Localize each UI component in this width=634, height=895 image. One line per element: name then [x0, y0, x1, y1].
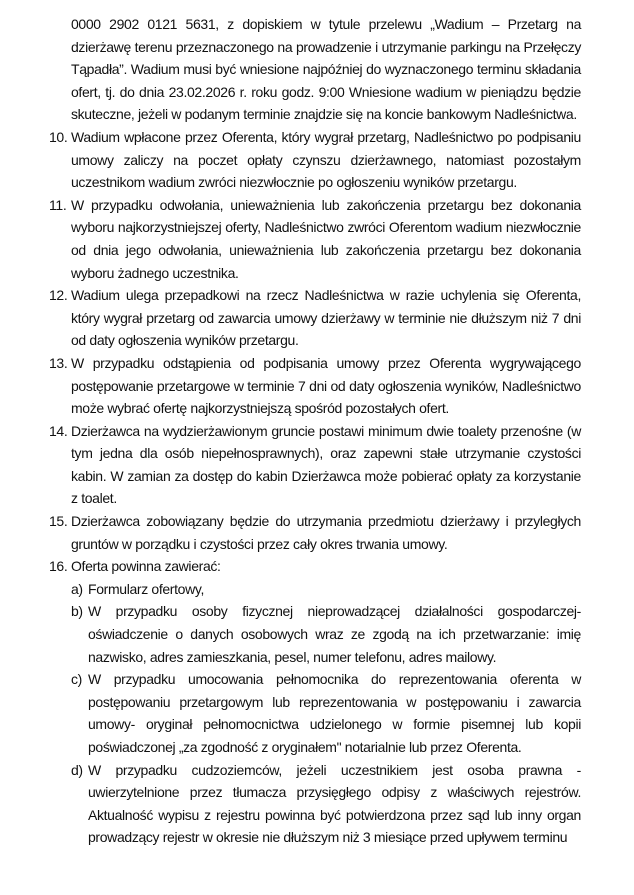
document-page — [49, 13, 581, 849]
list-item-10 — [49, 126, 581, 194]
item-number: 16. — [49, 558, 68, 575]
list-item-16 — [49, 555, 581, 578]
item-text: Wadium wpłacone przez Oferenta, który wygrał przetarg, Nadleśnictwo po podpisaniu umowy zaliczy na poczet opłaty czynszu dzierżawnego, natomiast pozostałym uczestnikom wadium zwróci niezwłocznie po ogłoszeniu wyników przetargu. — [71, 128, 581, 191]
item-text: Wadium ulega przepadkowi na rzecz Nadleśnictwa w razie uchylenia się Oferenta, który wygrał przetarg od zawarcia umowy dzierżawy w terminie nie dłuższym niż 7 dni od daty ogłoszenia wyników przetargu. — [71, 287, 581, 349]
item-number: 12. — [49, 287, 68, 304]
sub-item-b — [71, 600, 581, 668]
item-text: W przypadku odwołania, unieważnienia lub zakończenia przetargu bez dokonania wyboru najkorzystniejszej oferty, Nadleśnictwo zwróci Oferentom wadium niezwłocznie od dnia jego odwołania, unieważnienia lub zakończenia przetargu bez dokonania wyboru żadnego uczestnika. — [71, 196, 581, 281]
sub-item-c — [71, 668, 581, 758]
sub-item-d — [71, 759, 581, 849]
item-text: W przypadku odstąpienia od podpisania umowy przez Oferenta wygrywającego postępowanie przetargowe w terminie 7 dni od daty ogłoszenia wyników, Nadleśnictwo może wybrać ofertę najkorzystniejszą spośród pozostałych ofert. — [71, 354, 581, 417]
sub-item-text: W przypadku osoby fizycznej nieprowadzącej działalności gospodarczej- oświadczenie o danych osobowych wraz ze zgodą na ich przetwarzanie: imię nazwisko, adres zamieszkania, pesel, numer telefonu, adres mailowy. — [88, 603, 581, 665]
sub-item-label: c) — [71, 671, 82, 688]
item-number: 13. — [49, 354, 68, 371]
item-number: 15. — [49, 513, 68, 530]
item-number: 11. — [49, 196, 67, 213]
sub-item-text: W przypadku umocowania pełnomocnika do reprezentowania oferenta w postępowaniu przetargowym lub reprezentowania w postępowaniu i zawarcia umowy- oryginał pełnomocnictwa udzielonego w formie pisemnej lub kopii poświadczonej „za zgodność z oryginałem" notarialnie lub przez Oferenta. — [88, 671, 581, 755]
list-item-12 — [49, 284, 581, 352]
item-number: 14. — [49, 422, 68, 439]
sub-item-label: d) — [71, 761, 83, 778]
intro-paragraph: 0000 2902 0121 5631, z dopiskiem w tytule przelewu „Wadium – Przetarg na dzierżawę terenu przeznaczonego na prowadzenie i utrzymanie parkingu na Przełęczy Tąpadła”. Wadium musi być wniesione najpóźniej do wyznaczonego terminu składania ofert, tj. do dnia 23.02.2026 r. roku godz. 9:00 Wniesione wadium w pieniądzu będzie skuteczne, jeżeli w podanym terminie znajdzie się na koncie bankowym Nadleśnictwa. — [71, 16, 581, 123]
list-item-11 — [49, 194, 581, 284]
item-text: Oferta powinna zawierać: — [71, 558, 221, 575]
item-text: Dzierżawca na wydzierżawionym gruncie postawi minimum dwie toalety przenośne (w tym jedna dla osób niepełnosprawnych), oraz zapewni stałe utrzymanie czystości kabin. W zamian za dostęp do kabin Dzierżawca może pobierać opłaty za korzystanie z toalet. — [71, 422, 581, 507]
sub-item-label: a) — [71, 580, 83, 597]
sub-item-text: Formularz ofertowy, — [88, 580, 205, 597]
list-item-14 — [49, 420, 581, 510]
list-item-13 — [49, 352, 581, 420]
list-item-15 — [49, 510, 581, 555]
sub-item-text: W przypadku cudzoziemców, jeżeli uczestnikiem jest osoba prawna - uwierzytelnione przez tłumacza przysięgłego odpisy z właściwych rejestrów. Aktualność wypisu z rejestru powinna być potwierdzona przez sąd lub inny organ prowadzący rejestr w okresie nie dłuższym niż 3 miesiące przed upływem terminu — [88, 761, 581, 846]
sub-item-a — [71, 578, 581, 601]
sub-item-label: b) — [71, 603, 83, 620]
item-text: Dzierżawca zobowiązany będzie do utrzymania przedmiotu dzierżawy i przyległych gruntów w porządku i czystości przez cały okres trwania umowy. — [71, 513, 581, 552]
item-number: 10. — [49, 128, 68, 145]
